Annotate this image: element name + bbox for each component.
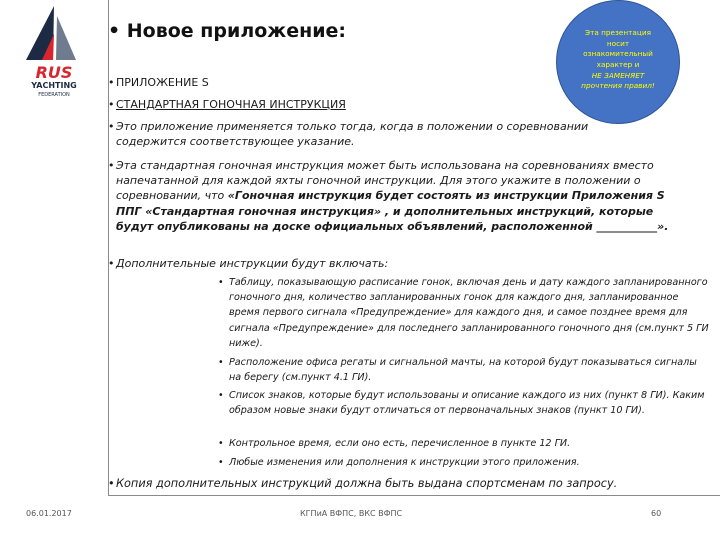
bullet-copy-note: • Копия дополнительных инструкций должна быть выдана спортсменам по запросу. xyxy=(108,477,618,490)
footer-page-number: 60 xyxy=(651,509,662,518)
bullet-usage: • Эта стандартная гоночная инструкция может быть использована на соревнованиях вместо напечатанной для каждой яхты гоночной инструкции. Для этого укажите в положении о соревновании, что «Гоночная инструкция будет состоять из инструкции Приложения S ППГ «Стандартная гоночная инструкция» , и дополнительных инструкций, которые будут опубликованы на доске официальных объявлений, расположенной ___________». xyxy=(108,159,669,233)
disclaimer-text: Эта презентация носит ознакомительный характер и xyxy=(583,28,653,69)
bullet-applies: • Это приложение применяется только тогда, когда в положении о соревновании содержится соответствующее указание. xyxy=(108,120,589,149)
bullet-appendix: • ПРИЛОЖЕНИЕ S xyxy=(108,76,209,89)
bullet-standard-title: • СТАНДАРТНАЯ ГОНОЧНАЯ ИНСТРУКЦИЯ xyxy=(108,98,346,111)
logo-rus-text: RUS xyxy=(35,63,73,82)
sub-bullet-office: • Расположение офиса регаты и сигнальной мачты, на которой будут показываться сигналы на берегу (см.пункт 4.1 ГИ). xyxy=(218,357,697,384)
logo-yachting-text: YACHTING xyxy=(31,81,77,90)
bullet-additional: • Дополнительные инструкции будут включать: xyxy=(108,257,389,270)
sub-bullet-time-limit: • Контрольное время, если оно есть, перечисленное в пункте 12 ГИ. xyxy=(218,438,571,449)
sub-bullet-schedule: • Таблицу, показывающую расписание гонок, включая день и дату каждого запланированного гоночного дня, количество запланированных гонок для каждого дня, запланированное время первого сигнала «Предупреждение» для каждого дня, и самое позднее время для сигнала «Предупреждение» для последнего запланированного гоночного дня (см.пункт 5 ГИ ниже). xyxy=(218,277,709,349)
page-title: • Новое приложение: xyxy=(108,20,347,42)
disclaimer-circle xyxy=(556,0,680,124)
sub-bullet-changes: • Любые изменения или дополнения к инструкции этого приложения. xyxy=(218,457,580,468)
sub-bullet-marks: • Список знаков, которые будут использованы и описание каждого из них (пункт 8 ГИ). Каким образом новые знаки будут отличаться от первоначальных знаков (пункт 10 ГИ). xyxy=(218,390,705,417)
rus-yachting-logo xyxy=(6,4,102,100)
disclaimer-warning: НЕ ЗАМЕНЯЕТ прочтения правил! xyxy=(581,70,655,91)
logo-sail-light xyxy=(56,16,76,60)
bottom-divider xyxy=(108,495,720,496)
footer-date: 06.01.2017 xyxy=(26,509,72,518)
footer-org: КГПиА ВФПС, ВКС ВФПС xyxy=(300,509,403,518)
logo-federation-text: FEDERATION xyxy=(38,92,70,98)
